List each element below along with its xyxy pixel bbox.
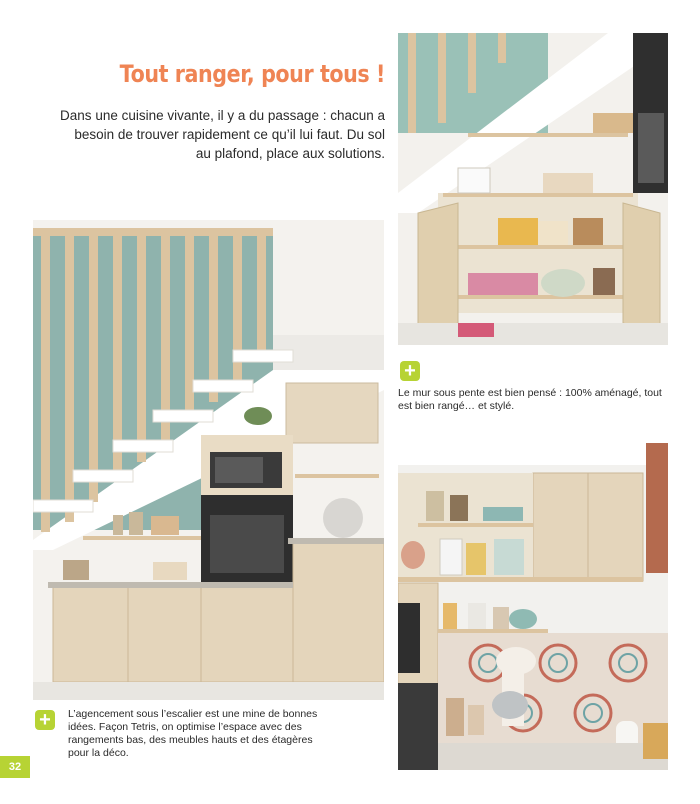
page-number: 32 xyxy=(0,756,30,778)
caption-top-right: Le mur sous pente est bien pensé : 100% aménagé, tout est bien rangé… et stylé. xyxy=(398,387,662,412)
page-title: Tout ranger, pour tous ! xyxy=(119,60,386,88)
photo-under-slope-shelves xyxy=(398,33,668,345)
photo-staircase-kitchen xyxy=(33,220,384,700)
plus-badge-top: + xyxy=(400,361,420,381)
photo-kitchen-tiles xyxy=(398,443,668,770)
plus-badge-bottom: + xyxy=(35,710,55,730)
caption-bottom-left: L’agencement sous l’escalier est une mine de bonnes idées. Façon Tetris, on optimise l’espace avec des rangements bas, des meubles hauts et des étagères pour la déco. xyxy=(68,708,318,759)
intro-paragraph: Dans une cuisine vivante, il y a du passage : chacun a besoin de trouver rapidement ce qu’il lui faut. Du sol au plafond, place aux solutions. xyxy=(60,108,385,161)
